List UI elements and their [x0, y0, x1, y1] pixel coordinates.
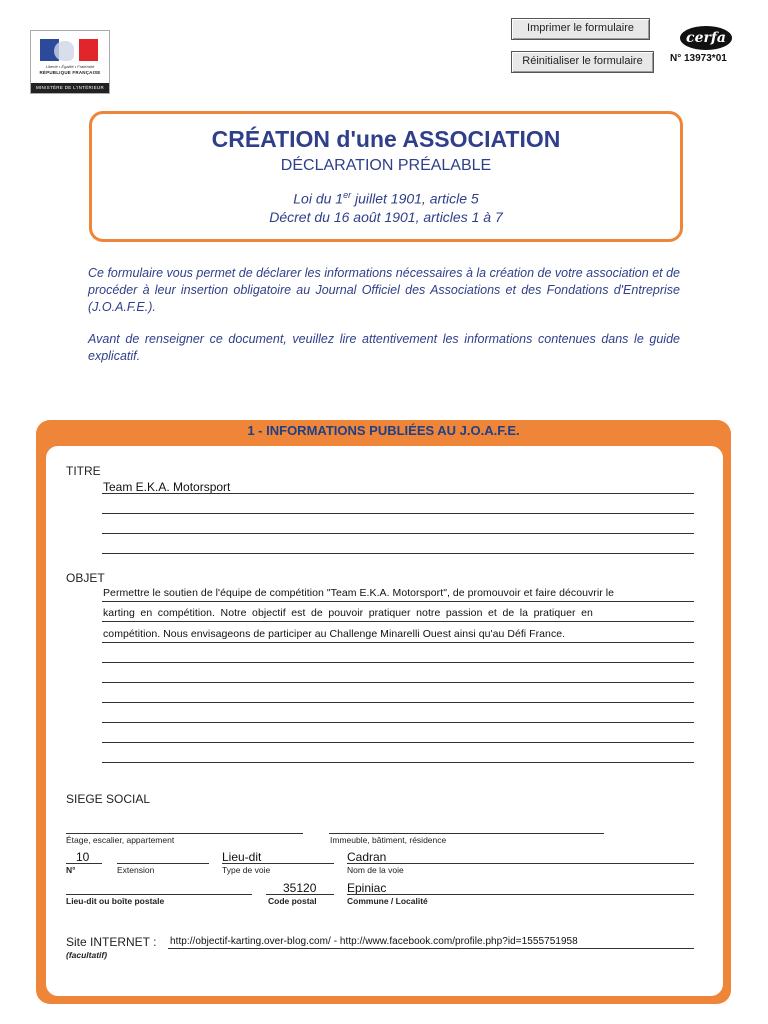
title-box	[89, 111, 683, 242]
intro-paragraph: Ce formulaire vous permet de déclarer les informations nécessaires à la création de votre association et de procéder à leur insertion obligatoire au Journal Officiel des Associations et des Fondations d'Entreprise (J.O.A.F.E.).	[88, 266, 680, 314]
objet-line[interactable]	[102, 722, 694, 723]
commune-field[interactable]: Epiniac	[347, 881, 387, 895]
logo-republic: RÉPUBLIQUE FRANÇAISE	[39, 70, 101, 75]
nom-voie-line	[347, 863, 694, 864]
titre-field[interactable]: Team E.K.A. Motorsport	[103, 480, 231, 494]
type-voie-field[interactable]: Lieu-dit	[222, 850, 262, 864]
logo-motto: Liberté • Égalité • Fraternité	[45, 64, 95, 69]
objet-label: OBJET	[66, 571, 105, 585]
reset-form-button[interactable]: Réinitialiser le formulaire	[511, 51, 654, 73]
lieu-dit-field[interactable]	[66, 894, 252, 895]
facultatif-label: (facultatif)	[66, 950, 108, 960]
marianne-icon	[54, 41, 74, 61]
immeuble-label: Immeuble, bâtiment, résidence	[330, 835, 447, 845]
decree-reference: Décret du 16 août 1901, articles 1 à 7	[269, 209, 503, 225]
code-postal-field[interactable]: 35120	[283, 881, 317, 895]
titre-label: TITRE	[66, 464, 101, 478]
objet-line-text-1[interactable]: Permettre le soutien de l'équipe de compétition "Team E.K.A. Motorsport", de promouvoir et faire découvrir le	[103, 587, 614, 599]
titre-line-3[interactable]	[102, 533, 694, 534]
type-voie-line	[222, 863, 334, 864]
numero-field[interactable]: 10	[76, 850, 90, 864]
objet-line[interactable]	[102, 662, 694, 663]
site-internet-label: Site INTERNET :	[66, 935, 157, 949]
objet-line[interactable]	[102, 702, 694, 703]
section-body	[46, 446, 723, 996]
siege-social-label: SIEGE SOCIAL	[66, 792, 151, 806]
titre-line-1	[102, 493, 694, 494]
logo-ministry: MINISTÈRE DE L'INTÉRIEUR	[31, 83, 109, 93]
nom-voie-label: Nom de la voie	[347, 865, 404, 875]
guide-notice: Avant de renseigner ce document, veuillez lire attentivement les informations contenues dans le guide explicatif.	[88, 332, 680, 363]
commune-label: Commune / Localité	[347, 896, 428, 906]
extension-label: Extension	[117, 865, 155, 875]
numero-label: N°	[66, 865, 76, 875]
objet-line[interactable]	[102, 762, 694, 763]
code-postal-label: Code postal	[268, 896, 317, 906]
objet-line	[102, 601, 694, 602]
site-internet-field[interactable]: http://objectif-karting.over-blog.com/ - http://www.facebook.com/profile.php?id=1555751958	[170, 936, 578, 947]
republique-francaise-logo	[30, 30, 110, 94]
site-internet-line	[168, 948, 694, 949]
numero-line	[66, 863, 102, 864]
nom-voie-field[interactable]: Cadran	[347, 850, 387, 864]
tricolor-flag-icon	[40, 39, 98, 61]
objet-line	[102, 642, 694, 643]
lieu-dit-label: Lieu-dit ou boîte postale	[66, 896, 165, 906]
law-reference: Loi du 1er juillet 1901, article 5	[293, 190, 479, 207]
section-header: 1 - INFORMATIONS PUBLIÉES AU J.O.A.F.E.	[247, 423, 520, 438]
extension-field[interactable]	[117, 863, 209, 864]
cerfa-number: N° 13973*01	[670, 53, 727, 64]
etage-field[interactable]	[66, 833, 303, 834]
objet-line[interactable]	[102, 742, 694, 743]
objet-line-text-2[interactable]: karting en compétition. Notre objectif est de pouvoir pratiquer notre passion et de la pratiquer en	[103, 607, 593, 619]
titre-line-2[interactable]	[102, 513, 694, 514]
etage-label: Étage, escalier, appartement	[66, 835, 175, 845]
objet-line[interactable]	[102, 682, 694, 683]
type-voie-label: Type de voie	[222, 865, 271, 875]
code-postal-line	[266, 894, 334, 895]
titre-line-4[interactable]	[102, 553, 694, 554]
immeuble-field[interactable]	[329, 833, 604, 834]
objet-line	[102, 621, 694, 622]
print-form-button[interactable]: Imprimer le formulaire	[511, 18, 650, 40]
cerfa-logo: cerfa	[680, 26, 732, 50]
form-subtitle: DÉCLARATION PRÉALABLE	[280, 157, 492, 174]
form-title: CRÉATION d'une ASSOCIATION	[211, 126, 561, 152]
objet-line-text-3[interactable]: compétition. Nous envisageons de participer au Challenge Minarelli Ouest ainsi qu'au Défi France.	[103, 628, 566, 640]
commune-line	[347, 894, 694, 895]
